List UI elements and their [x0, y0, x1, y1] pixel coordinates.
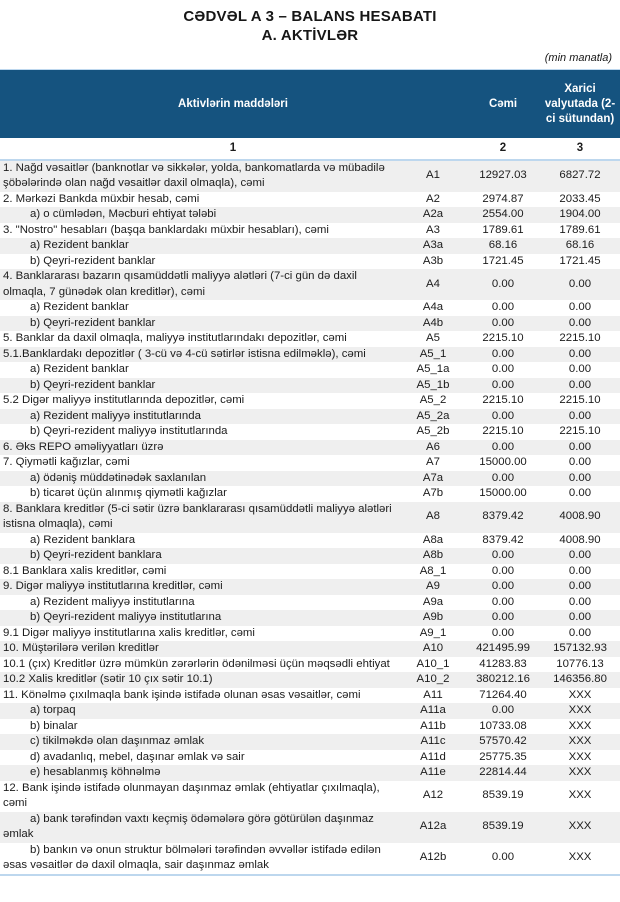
table-row: [0, 207, 620, 223]
table-row: [0, 440, 620, 456]
table-row: [0, 610, 620, 626]
table-row: [0, 424, 620, 440]
report-title-line1: CƏDVƏL A 3 – BALANS HESABATI: [183, 8, 437, 25]
table-row: [0, 595, 620, 611]
item-code: A11d: [420, 750, 446, 763]
item-code: A3b: [422, 254, 444, 267]
value-foreign: XXX: [568, 789, 592, 802]
table-row: [0, 300, 620, 316]
value-total: 380212.16: [476, 673, 530, 685]
item-code: A1: [426, 169, 440, 182]
item-label: a) bank tərəfindən vaxtı keçmiş ödəmələrə görə götürülən daşınmaz əmlak: [3, 812, 374, 840]
value-total: 41283.83: [479, 657, 527, 670]
item-label: c) tikilməkdə olan daşınmaz əmlak: [30, 735, 205, 747]
value-foreign: 0.00: [568, 564, 592, 577]
value-total: 0.00: [491, 316, 515, 329]
value-total: 2554.00: [482, 208, 524, 220]
value-total: 68.16: [488, 239, 518, 251]
item-label: a) torpaq: [30, 704, 76, 716]
value-total: 0.00: [491, 626, 515, 639]
value-total: 0.00: [491, 301, 515, 313]
item-code: A6: [426, 440, 440, 453]
table-row: [0, 564, 620, 580]
item-label: 5. Banklar da daxil olmaqla, maliyyə institutlarındakı depozitlər, cəmi: [3, 332, 347, 344]
item-label: a) Rezident banklar: [30, 239, 129, 251]
value-total: 10733.08: [479, 719, 527, 732]
item-code: A3: [426, 223, 440, 236]
item-label: 10.2 Xalis kreditlər (sətir 10 çıx sətir 10.1): [3, 673, 213, 685]
value-total: 71264.40: [479, 688, 527, 701]
table-row: [0, 238, 620, 254]
item-code: A8: [426, 510, 440, 523]
item-label: a) Rezident banklar: [30, 301, 129, 313]
value-total: 0.00: [491, 611, 515, 623]
item-code: A11: [423, 688, 443, 701]
value-total: 12927.03: [479, 169, 527, 182]
value-foreign: 68.16: [565, 239, 595, 251]
table-row: [0, 347, 620, 363]
value-total: 2215.10: [482, 425, 524, 437]
table-row: [0, 688, 620, 704]
value-foreign: 0.00: [568, 626, 592, 639]
item-label: 10. Müştərilərə verilən kreditlər: [3, 642, 159, 654]
item-label: 2. Mərkəzi Bankda müxbir hesab, cəmi: [3, 192, 200, 205]
item-code: A5_1a: [416, 363, 450, 375]
value-foreign: 0.00: [568, 409, 592, 422]
item-label: b) Qeyri-rezident banklar: [30, 316, 156, 329]
value-total: 15000.00: [479, 487, 527, 499]
item-code: A11e: [420, 766, 446, 778]
value-foreign: 6827.72: [559, 169, 601, 182]
value-total: 0.00: [491, 549, 515, 561]
item-code: A11b: [420, 719, 446, 732]
balance-sheet-table: [0, 69, 620, 876]
value-foreign: 0.00: [568, 549, 592, 561]
value-total: 15000.00: [479, 456, 527, 468]
item-label: b) binalar: [30, 719, 78, 732]
item-code: A5_2b: [416, 425, 450, 437]
value-total: 0.00: [491, 440, 515, 453]
item-code: A12: [422, 789, 444, 802]
value-foreign: 0.00: [568, 456, 592, 468]
value-foreign: XXX: [568, 750, 592, 763]
table-row: [0, 316, 620, 332]
value-total: 0.00: [491, 471, 515, 484]
value-total: 2215.10: [482, 332, 524, 344]
item-label: d) avadanlıq, mebel, daşınar əmlak və sair: [30, 750, 245, 763]
table-row: [0, 471, 620, 487]
value-total: 8379.42: [482, 510, 524, 523]
item-code: A7a: [422, 471, 444, 484]
table-row: [0, 781, 620, 812]
value-total: 0.00: [491, 363, 515, 375]
table-row: [0, 455, 620, 471]
value-foreign: 1789.61: [559, 223, 601, 236]
item-label: 9.1 Digər maliyyə institutlarına xalis kreditlər, cəmi: [3, 626, 255, 639]
item-code: A5_2a: [416, 409, 450, 422]
value-foreign: 0.00: [568, 487, 592, 499]
value-foreign: 0.00: [568, 378, 592, 391]
table-row: [0, 657, 620, 673]
value-foreign: 0.00: [568, 440, 592, 453]
value-total: 2974.87: [482, 192, 524, 205]
value-foreign: 4008.90: [559, 533, 601, 546]
value-foreign: XXX: [568, 735, 592, 747]
item-code: A7: [426, 456, 440, 468]
value-foreign: 4008.90: [559, 510, 601, 523]
report-title-line2: A. AKTİVLƏR: [261, 27, 359, 44]
value-foreign: 146356.80: [553, 673, 607, 685]
value-total: 0.00: [491, 277, 515, 290]
table-row: [0, 579, 620, 595]
value-total: 0.00: [491, 704, 515, 716]
table-row: [0, 641, 620, 657]
value-total: 8539.19: [482, 820, 524, 833]
table-row: [0, 254, 620, 270]
value-foreign: 2033.45: [559, 192, 601, 205]
value-foreign: XXX: [568, 688, 592, 701]
item-label: 4. Banklararası bazarın qısamüddətli maliyyə alətləri (7-ci gün də daxil olmaqla, 7 günədək olan kreditlər), cəmi: [3, 270, 357, 298]
item-code: A2: [426, 192, 440, 205]
value-total: 57570.42: [479, 735, 527, 747]
value-foreign: 0.00: [568, 471, 592, 484]
value-total: 8379.42: [482, 533, 524, 546]
item-code: A12a: [419, 820, 447, 833]
item-label: b) Qeyri-rezident banklara: [30, 549, 162, 561]
report-title: [0, 0, 620, 45]
table-row: [0, 548, 620, 564]
item-label: 9. Digər maliyyə institutlarına kreditlər, cəmi: [3, 580, 223, 592]
item-code: A4b: [422, 316, 444, 329]
item-code: A4a: [422, 301, 444, 313]
table-row: [0, 269, 620, 300]
value-foreign: 0.00: [568, 580, 592, 592]
table-row: [0, 223, 620, 239]
value-foreign: 0.00: [568, 277, 592, 290]
value-foreign: 10776.13: [556, 657, 604, 670]
item-label: b) Qeyri-rezident maliyyə institutlarında: [30, 425, 228, 437]
item-code: A5: [426, 332, 440, 344]
value-total: 1721.45: [482, 254, 524, 267]
item-label: 5.2 Digər maliyyə institutlarında depozitlər, cəmi: [3, 394, 245, 406]
item-code: A8a: [422, 533, 444, 546]
value-foreign: 1721.45: [559, 254, 601, 267]
item-label: b) Qeyri-rezident banklar: [30, 254, 156, 267]
item-label: a) Rezident banklara: [30, 533, 136, 546]
column-numbers-row: [0, 138, 620, 160]
item-code: A11c: [420, 735, 446, 747]
item-code: A5_1b: [416, 378, 450, 391]
item-label: b) ticarət üçün alınmış qiymətli kağızlar: [30, 487, 227, 499]
table-row: [0, 486, 620, 502]
table-row: [0, 533, 620, 549]
item-label: 8.1 Banklara xalis kreditlər, cəmi: [3, 564, 167, 577]
item-code: A8_1: [419, 564, 447, 577]
item-code: A9b: [422, 611, 444, 623]
item-code: A2a: [422, 208, 444, 220]
value-foreign: 0.00: [568, 595, 592, 608]
value-foreign: 2215.10: [559, 394, 601, 406]
item-code: A5_2: [419, 394, 447, 406]
item-label: 5.1.Banklardakı depozitlər ( 3-cü və 4-cü sətirlər istisna edilməklə), cəmi: [3, 347, 366, 360]
value-total: 0.00: [491, 595, 515, 608]
item-label: 3. "Nostro" hesabları (başqa banklardakı müxbir hesabları), cəmi: [3, 223, 329, 236]
item-label: a) Rezident maliyyə institutlarında: [30, 409, 201, 422]
table-row: [0, 393, 620, 409]
table-row: [0, 378, 620, 394]
item-label: 11. Könəlmə çıxılmaqla bank işində istifadə olunan əsas vəsaitlər, cəmi: [3, 688, 361, 701]
item-label: b) Qeyri-rezident maliyyə institutlarına: [30, 611, 222, 623]
column-number-items: 1: [0, 138, 466, 160]
value-foreign: XXX: [568, 851, 592, 864]
value-foreign: 0.00: [568, 316, 592, 329]
value-foreign: 0.00: [568, 347, 592, 360]
table-row: [0, 192, 620, 208]
value-foreign: 0.00: [568, 301, 592, 313]
table-row: [0, 409, 620, 425]
value-foreign: 2215.10: [559, 425, 601, 437]
value-foreign: 1904.00: [559, 208, 601, 220]
table-row: [0, 812, 620, 843]
column-number-total: 2: [466, 138, 540, 160]
item-code: A5_1: [419, 347, 447, 360]
item-code: A4: [426, 277, 440, 290]
value-total: 0.00: [491, 851, 515, 864]
table-row: [0, 765, 620, 781]
table-row: [0, 626, 620, 642]
item-code: A10_1: [416, 657, 450, 670]
value-total: 8539.19: [482, 789, 524, 802]
item-code: A9: [426, 580, 440, 592]
item-code: A12b: [419, 851, 447, 864]
units-note: (min manatla): [544, 52, 612, 64]
table-row: [0, 331, 620, 347]
item-label: b) Qeyri-rezident banklar: [30, 378, 156, 391]
value-total: 0.00: [491, 580, 515, 592]
item-code: A10_2: [416, 673, 450, 685]
table-row: [0, 719, 620, 735]
item-code: A10: [422, 642, 444, 654]
value-foreign: 2215.10: [559, 332, 601, 344]
item-label: 10.1 (çıx) Kreditlər üzrə mümkün zərərlərin ödənilməsi üçün məqsədli ehtiyat: [3, 657, 390, 670]
value-foreign: XXX: [568, 704, 592, 716]
item-label: 1. Nağd vəsaitlər (banknotlar və sikkələr, yolda, bankomatlarda və mübadilə şöbələrində olan nağd vəsaitlər daxil olmaqla), cəmi: [3, 161, 385, 189]
value-total: 0.00: [491, 409, 515, 422]
item-code: A3a: [422, 239, 444, 251]
item-label: 8. Banklara kreditlər (5-ci sətir üzrə banklararası qısamüddətli maliyyə alətləri istisna olmaqla), cəmi: [3, 502, 392, 530]
value-total: 0.00: [491, 347, 515, 360]
value-foreign: 0.00: [568, 611, 592, 623]
table-row: [0, 362, 620, 378]
value-total: 22814.44: [479, 766, 527, 778]
item-code: A9a: [422, 595, 444, 608]
item-label: 6. Əks REPO əməliyyatları üzrə: [3, 440, 164, 453]
item-label: 12. Bank işində istifadə olunmayan daşınmaz əmlak (ehtiyatlar çıxılmaqla), cəmi: [3, 781, 380, 809]
item-label: a) Rezident maliyyə institutlarına: [30, 595, 195, 608]
item-label: a) Rezident banklar: [30, 363, 129, 375]
item-code: A11a: [420, 704, 446, 716]
item-label: a) ödəniş müddətinədək saxlanılan: [30, 471, 207, 484]
value-foreign: XXX: [568, 719, 592, 732]
item-label: 7. Qiymətli kağızlar, cəmi: [3, 456, 130, 468]
value-total: 1789.61: [482, 223, 524, 236]
header-foreign: Xarici valyutada (2-ci sütundan): [540, 70, 620, 139]
header-total: Cəmi: [466, 70, 540, 139]
table-row: [0, 502, 620, 533]
value-total: 2215.10: [482, 394, 524, 406]
item-label: e) hesablanmış köhnəlmə: [30, 766, 161, 778]
value-foreign: XXX: [568, 820, 592, 833]
value-total: 0.00: [491, 564, 515, 577]
item-label: b) bankın və onun struktur bölmələri tərəfindən əvvəllər istifadə edilən əsas vəsaitlər də daxil olmaqla, sair daşınmaz əmlak: [3, 843, 381, 871]
item-code: A8b: [422, 549, 444, 561]
table-row: [0, 160, 620, 192]
header-items: Aktivlərin maddələri: [0, 70, 466, 139]
value-foreign: XXX: [568, 766, 592, 778]
value-total: 421495.99: [476, 642, 530, 654]
value-total: 25775.35: [479, 750, 527, 763]
table-row: [0, 734, 620, 750]
table-row: [0, 750, 620, 766]
table-header: [0, 70, 620, 139]
value-total: 0.00: [491, 378, 515, 391]
value-foreign: 0.00: [568, 363, 592, 375]
item-label: a) o cümlədən, Məcburi ehtiyat tələbi: [30, 208, 217, 220]
table-row: [0, 703, 620, 719]
item-code: A7b: [422, 487, 444, 499]
item-code: A9_1: [419, 626, 447, 639]
value-foreign: 157132.93: [553, 642, 607, 654]
column-number-foreign: 3: [540, 138, 620, 160]
table-row: [0, 672, 620, 688]
table-row: [0, 843, 620, 875]
